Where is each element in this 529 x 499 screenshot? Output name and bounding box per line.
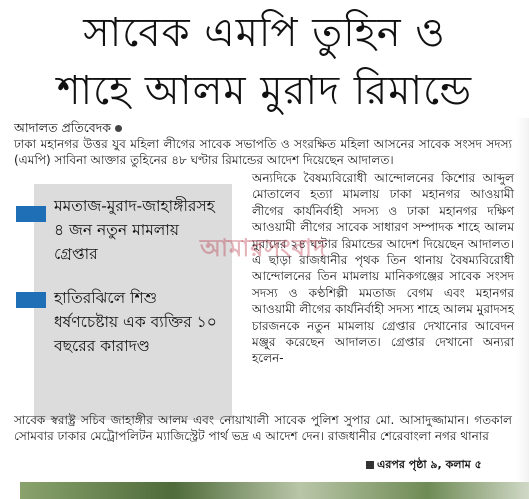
adjacent-column-edge: [516, 118, 529, 498]
article-intro: ঢাকা মহানগর উত্তর যুব মহিলা লীগের সাবেক সভাপতি ও সংরক্ষিত মহিলা আসনের সাবেক সংসদ সদস্য (এমপি) সাবিনা আক্তার তুহিনের ৪৮ ঘণ্টার রিমান্ডের আদেশ দিয়েছেন আদালত।: [14, 137, 512, 168]
related-news-title: হাতিরঝিলে শিশু ধর্ষণচেষ্টায় এক ব্যক্তির ১০ বছরের কারাদণ্ড: [54, 289, 217, 355]
related-news-box: [34, 184, 232, 420]
square-bullet-icon: [366, 461, 374, 469]
continued-text: এরপর পৃষ্ঠা ৯, কলাম ৫: [377, 458, 482, 471]
article-column: অন্যদিকে বৈষম্যবিরোধী আন্দোলনের কিশোর আব্দুল মোতালেব হত্যা মামলায় ঢাকা মহানগর আওয়ামী লীগের কার্যনির্বাহী সদস্য ও ঢাকা মহানগর দক্ষিণ আওয়ামী লীগের সাবেক সাধারণ সম্পাদক শাহে আলম মুরাদের ২৪ ঘণ্টার রিমান্ডের আদেশ দিয়েছেন আদালত। এ ছাড়া রাজধানীর পৃথক তিন থানায় বৈষম্যবিরোধী আন্দোলনের তিন মামলায় মানিকগঞ্জের সাবেক সংসদ সদস্য ও কণ্ঠশিল্পী মমতাজ বেগম এবং মহানগর আওয়ামী লীগের কার্যনির্বাহী সদস্য শাহে আলম মুরাদসহ চারজনকে নতুন মামলায় গ্রেপ্তার দেখানোর আবেদন মঞ্জুর করেছেন আদালত। গ্রেপ্তার দেখানো অন্যরা হলেন-: [252, 171, 514, 366]
blue-marker-icon: [16, 206, 46, 222]
bullet-dot-icon: [115, 125, 122, 132]
byline-text: আদালত প্রতিবেদক: [14, 120, 112, 135]
related-news-title: মমতাজ-মুরাদ-জাহাঙ্গীরসহ ৪ জন নতুন মামলায় গ্রেপ্তার: [54, 197, 215, 263]
photo-strip: [20, 482, 529, 499]
blue-marker-icon: [16, 292, 46, 308]
article-bottom: সাবেক স্বরাষ্ট্র সচিব জাহাঙ্গীর আলম এবং নোয়াখালী সাবেক পুলিশ সুপার মো. আসাদুজ্জামান। গতকাল সোমবার ঢাকার মেট্রোপলিটন ম্যাজিস্ট্রেট পার্থ ভদ্র এ আদেশ দেন। রাজধানীর শেরেবাংলা নগর থানার: [14, 413, 512, 444]
headline-line-2: শাহে আলম মুরাদ রিমান্ডে: [56, 68, 473, 114]
headline-line-1: সাবেক এমপি তুহিন ও: [83, 10, 446, 56]
watermark-text: আমারসংবাদ: [200, 234, 327, 262]
continued-reference[interactable]: [366, 456, 482, 475]
